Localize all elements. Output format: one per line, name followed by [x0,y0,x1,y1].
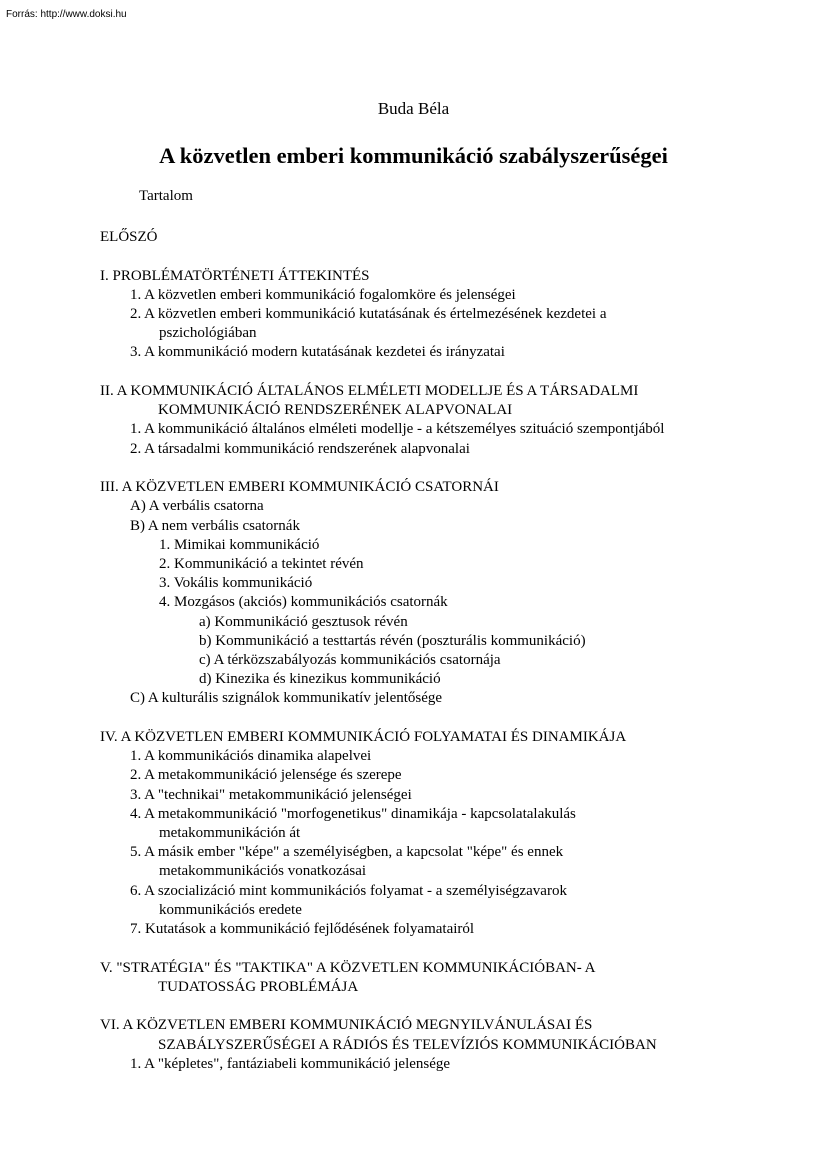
toc-item [100,343,800,362]
toc-item-line: pszichológiában [159,325,257,342]
toc-heading-line: II. A KOMMUNIKÁCIÓ ÁLTALÁNOS ELMÉLETI MODELLJE ÉS A TÁRSADALMI [100,383,639,399]
toc-heading-line: III. A KÖZVETLEN EMBERI KOMMUNIKÁCIÓ CSATORNÁI [100,479,499,496]
toc-item [100,843,800,881]
toc-item [100,651,800,670]
toc-item-line: 2. A közvetlen emberi kommunikáció kutatásának és értelmezésének kezdetei a [130,306,607,322]
toc-item [100,766,800,785]
toc-item [100,593,800,612]
toc-foreword: ELŐSZÓ [100,229,158,245]
toc-heading-line: IV. A KÖZVETLEN EMBERI KOMMUNIKÁCIÓ FOLYAMATAI ÉS DINAMIKÁJA [100,729,627,746]
toc-section-heading [100,1016,800,1054]
author-name [0,99,827,119]
toc-item [100,786,800,805]
toc-item-line: 4. Mozgásos (akciós) kommunikációs csatornák [159,594,448,611]
toc-item-line: 2. Kommunikáció a tekintet révén [159,556,364,573]
toc-item [100,805,800,843]
toc-item-line: 2. A metakommunikáció jelensége és szerepe [130,767,402,784]
toc-section-heading [100,959,800,997]
toc-item [100,420,800,439]
toc-item [100,882,800,920]
toc-item-line: 5. A másik ember "képe" a személyiségben, a kapcsolat "képe" és ennek [130,844,564,861]
toc-item [100,305,800,343]
toc-item [100,286,800,305]
toc-section-heading [100,478,800,497]
source-url: Forrás: http://www.doksi.hu [6,9,127,20]
toc-item [100,497,800,516]
toc-item [100,536,800,555]
toc-item-line: d) Kinezika és kinezikus kommunikáció [199,671,441,688]
toc-item [100,613,800,632]
author-text: Buda Béla [377,99,450,118]
toc-item-line: a) Kommunikáció gesztusok révén [199,613,408,630]
toc-item [100,632,800,651]
toc-item [100,920,800,939]
toc-item-line: metakommunikáción át [159,825,301,842]
toc-item-line: 1. Mimikai kommunikáció [159,536,320,553]
toc-item [100,440,800,459]
toc-item [100,747,800,766]
toc-heading-line: V. "STRATÉGIA" ÉS "TAKTIKA" A KÖZVETLEN KOMMUNIKÁCIÓBAN- A [100,959,596,976]
toc-item [100,670,800,689]
toc-item [100,1055,800,1074]
toc-item [100,517,800,536]
toc-label: Tartalom [139,188,193,204]
toc-section-heading [100,382,800,420]
toc-item-line: b) Kommunikáció a testtartás révén (poszturális kommunikáció) [199,632,586,649]
toc-item-line: 1. A közvetlen emberi kommunikáció fogalomköre és jelenségei [130,286,516,303]
toc-heading-line: KOMMUNIKÁCIÓ RENDSZERÉNEK ALAPVONALAI [158,402,513,419]
toc-item-line: 2. A társadalmi kommunikáció rendszerének alapvonalai [130,440,470,457]
toc-item-line: 4. A metakommunikáció "morfogenetikus" dinamikája - kapcsolatalakulás [130,805,576,822]
toc-item-line: A) A verbális csatorna [130,498,264,515]
toc-section-heading [100,728,800,747]
document-title: A közvetlen emberi kommunikáció szabályszerűségei [159,143,668,168]
toc-item-line: 7. Kutatások a kommunikáció fejlődésének folyamatairól [130,921,475,938]
toc-heading-line: SZABÁLYSZERŰSÉGEI A RÁDIÓS ÉS TELEVÍZIÓS KOMMUNIKÁCIÓBAN [158,1036,657,1053]
toc-item-line: C) A kulturális szignálok kommunikatív jelentősége [130,690,443,707]
toc-item-line: B) A nem verbális csatornák [130,517,300,534]
toc-item [100,555,800,574]
toc-item-line: 6. A szocializáció mint kommunikációs folyamat - a személyiségzavarok [130,882,567,899]
toc-item-line: metakommunikációs vonatkozásai [159,863,367,880]
table-of-contents [100,228,800,1074]
toc-item-line: 1. A kommunikáció általános elméleti modellje - a kétszemélyes szituáció szempontjából [130,421,665,438]
toc-item-line: 3. A kommunikáció modern kutatásának kezdetei és irányzatai [130,344,505,361]
toc-item [100,574,800,593]
toc-item-line: 1. A kommunikációs dinamika alapelvei [130,748,372,765]
toc-section-heading [100,267,800,286]
toc-item-line: 3. Vokális kommunikáció [159,575,313,592]
toc-heading-line: I. PROBLÉMATÖRTÉNETI ÁTTEKINTÉS [100,267,370,284]
toc-heading-line: TUDATOSSÁG PROBLÉMÁJA [158,978,359,995]
toc-item [100,689,800,708]
toc-item-line: 3. A "technikai" metakommunikáció jelenségei [130,786,412,803]
toc-item-line: 1. A "képletes", fantáziabeli kommunikáció jelensége [130,1055,451,1072]
toc-heading-line: VI. A KÖZVETLEN EMBERI KOMMUNIKÁCIÓ MEGNYILVÁNULÁSAI ÉS [100,1017,593,1034]
toc-item-line: c) A térközszabályozás kommunikációs csatornája [199,652,501,669]
toc-item-line: kommunikációs eredete [159,901,302,918]
